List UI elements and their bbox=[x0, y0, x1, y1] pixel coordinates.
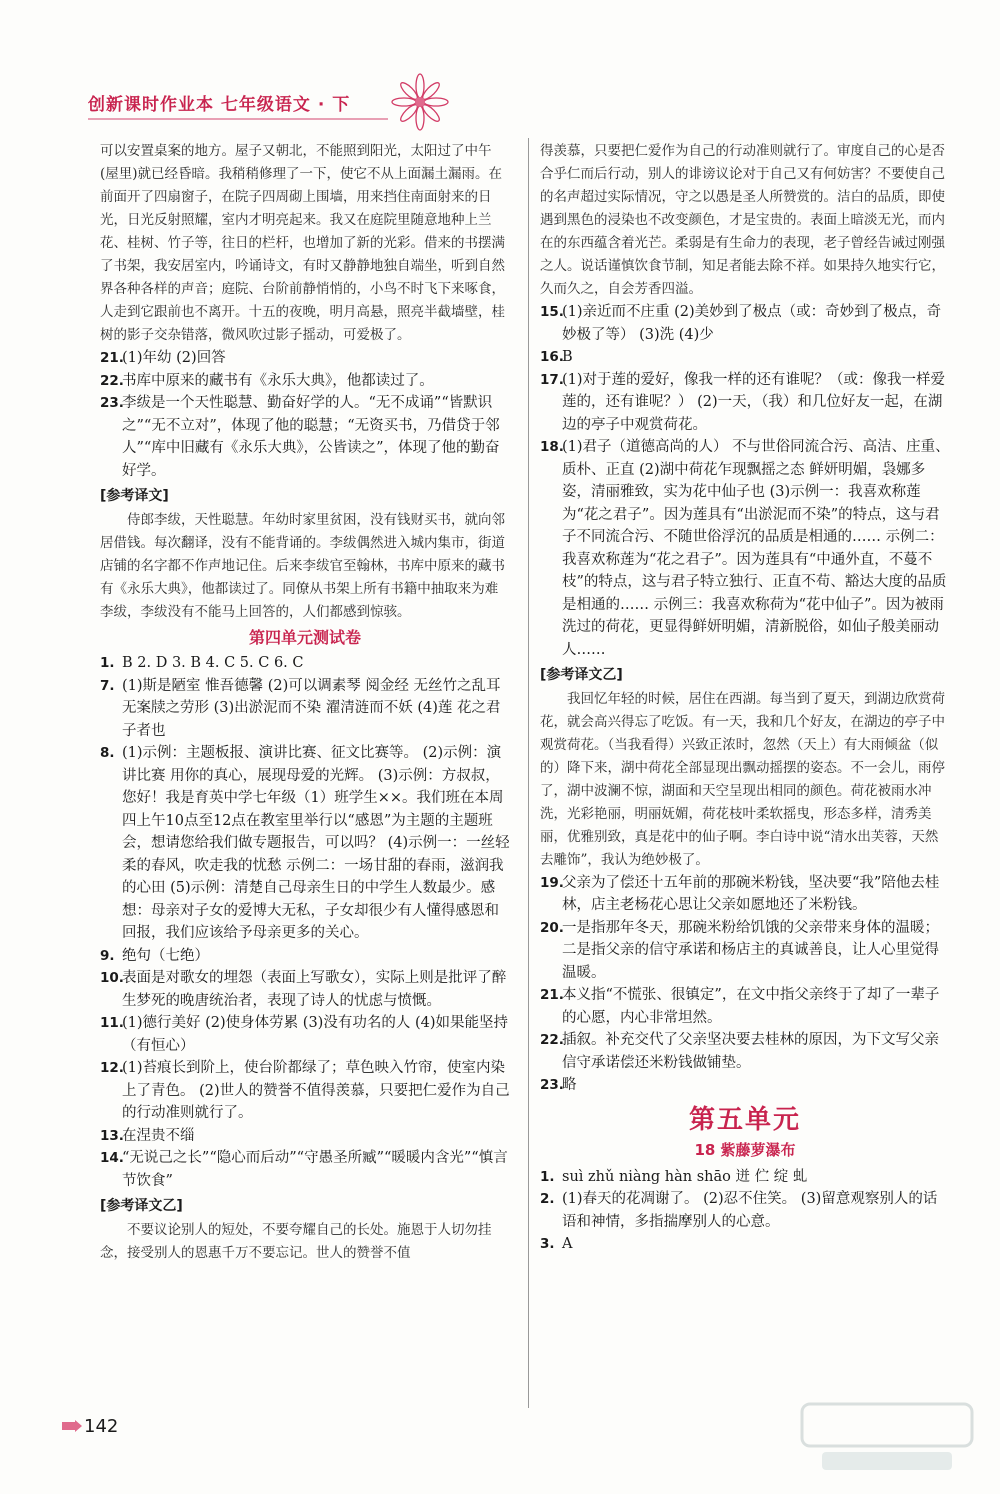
answer-item bbox=[540, 346, 950, 369]
unit-title: 第五单元 bbox=[688, 1104, 801, 1135]
answer-item bbox=[100, 652, 510, 675]
answer-item bbox=[540, 301, 950, 346]
column-divider bbox=[528, 138, 529, 1408]
answer-number: 21. bbox=[100, 350, 124, 366]
answer-item bbox=[100, 1125, 510, 1148]
answer-number: 21. bbox=[540, 987, 564, 1003]
answer-text: (1)君子（道德高尚的人） 不与世俗同流合污、高洁、庄重、质朴、正直 (2)湖中荷花乍现飘摇之态 鲜妍明媚，袅娜多姿，清丽雅致，实为花中仙子也 (3)示例一：我喜欢称莲为“花之君子”。因为莲具有“出淤泥而不染”的特点，这与君子不同流合污、不随世俗浮沉的品质是相通的…… 示例二：我喜欢称莲为“花之君子”。因为莲具有“中通外直，不蔓不枝”的特点，这与君子特立独行、正直不苟、豁达大度的品质是相通的…… 示例三：我喜欢称荷为“花中仙子”。因为被雨洗过的荷花，更显得鲜妍明媚，清新脱俗，如仙子般美丽动人…… bbox=[562, 439, 950, 658]
answer-text: 插叙。补充交代了父亲坚决要去桂林的原因，为下文写父亲信守承诺偿还米粉钱做铺垫。 bbox=[562, 1032, 939, 1071]
answer-item bbox=[540, 1074, 950, 1097]
translation-continued: 得羡慕，只要把仁爱作为自己的行动准则就行了。审度自己的心是否合乎仁而后行动，别人的诽谤议论对于自己又有何妨害？不要使自己的名声超过实际情况，守之以愚是圣人所赞赏的。洁白的品质，即使遇到黑色的浸染也不改变颜色，才是宝贵的。表面上暗淡无光，而内在的东西蕴含着光芒。柔弱是有生命力的表现，老子曾经告诫过刚强之人。说话谨慎饮食节制，知足者能去除不祥。如果持久地实行它，久而久之，自会芳香四溢。 bbox=[540, 143, 945, 297]
answer-item bbox=[100, 392, 510, 482]
answer-item bbox=[540, 1188, 950, 1233]
answer-text: (1)对于莲的爱好，像我一样的还有谁呢？（或：像我一样爱莲的，还有谁呢？） (2)一天，（我）和几位好友一起，在湖边的亭子中观赏荷花。 bbox=[562, 371, 946, 433]
answer-item bbox=[540, 1166, 950, 1189]
answer-number: 19. bbox=[540, 874, 564, 891]
answer-item bbox=[540, 984, 950, 1029]
answer-number: 3. bbox=[540, 1236, 555, 1252]
translation-continued: 可以安置桌案的地方。屋子又朝北，不能照到阳光，太阳过了中午(屋里)就已经昏暗。我稍稍修理了一下，使它不从上面漏土漏雨。在前面开了四扇窗子，在院子四周砌上围墙，用来挡住南面射来的日光，日光反射照耀，室内才明亮起来。我又在庭院里随意地种上兰花、桂树、竹子等，往日的栏杆，也增加了新的光彩。借来的书摆满了书架，我安居室内，吟诵诗文，有时又静静地独自端坐，听到自然界各种各样的声音；庭院、台阶前静悄悄的，小鸟不时飞下来啄食，人走到它跟前也不离开。十五的夜晚，明月高悬，照亮半截墙壁，桂树的影子交杂错落，微风吹过影子摇动，可爱极了。 bbox=[100, 143, 505, 343]
answer-text: B bbox=[562, 349, 573, 365]
header-title: 创新课时作业本 七年级语文 · 下 bbox=[88, 95, 351, 115]
answer-number: 23. bbox=[100, 395, 124, 411]
answer-text: (1)示例：主题板报、演讲比赛、征文比赛等。 (2)示例：演讲比赛 用你的真心，展现母爱的光辉。 (3)示例：方叔叔，您好！我是育英中学七年级（1）班学生××。我们班在本周四上午10点至12点在教室里举行以“感恩”为主题的主题班会，想请您给我们做专题报告，可以吗？ (4)示例一：一丝轻柔的春风，吹走我的忧愁 示例二：一场甘甜的春雨，滋润我的心田 (5)示例：清楚自己母亲生日的中学生人数最少。感想：母亲对子女的爱博大无私，子女却很少有人懂得感恩和回报，我们应该给予母亲更多的关心。 bbox=[122, 745, 510, 941]
reference-translation-label: [参考译文乙] bbox=[100, 1198, 183, 1214]
answer-text: 李绂是一个天性聪慧、勤奋好学的人。“无不成诵”“皆默识之”“无不立对”，体现了他的聪慧；“无资买书，乃借贷于邻人”“库中旧藏有《永乐大典》，公皆读之”，体现了他的勤奋好学。 bbox=[122, 395, 500, 479]
answer-text: 绝句（七绝） bbox=[122, 947, 209, 964]
right-column bbox=[540, 140, 950, 1256]
answer-text: suì zhǔ niàng hàn shāo 迸 伫 绽 虬 bbox=[562, 1168, 808, 1185]
answer-item bbox=[100, 675, 510, 743]
answer-item bbox=[540, 369, 950, 437]
answers-group-2 bbox=[100, 652, 510, 1192]
answer-item bbox=[100, 370, 510, 393]
answer-text: (1)年幼 (2)回答 bbox=[122, 350, 226, 366]
answers-group-4 bbox=[540, 872, 950, 1097]
answer-text: A bbox=[562, 1236, 573, 1252]
answer-text: (1)德行美好 (2)使身体劳累 (3)没有功名的人 (4)如果能坚持（有恒心） bbox=[122, 1015, 508, 1054]
answer-item bbox=[100, 742, 510, 945]
page-number: 142 bbox=[84, 1416, 119, 1437]
answer-item bbox=[540, 872, 950, 917]
answer-text: (1)春天的花凋谢了。 (2)忍不住笑。 (3)留意观察别人的话语和神情，多指揣摩别人的心意。 bbox=[562, 1191, 938, 1230]
answer-number: 9. bbox=[100, 947, 115, 964]
answer-number: 1. bbox=[100, 655, 115, 671]
answer-number: 17. bbox=[540, 371, 564, 388]
answer-text: 书库中原来的藏书有《永乐大典》，他都读过了。 bbox=[122, 372, 434, 389]
left-column bbox=[100, 140, 510, 1265]
answers-group-3 bbox=[540, 301, 950, 661]
answer-number: 22. bbox=[100, 372, 124, 389]
answer-item bbox=[100, 1147, 510, 1192]
answer-text: 父亲为了偿还十五年前的那碗米粉钱，坚决要“我”陪他去桂林，店主老杨花心思让父亲如愿地还了米粉钱。 bbox=[562, 874, 940, 913]
answer-item bbox=[100, 1057, 510, 1125]
answer-text: (1)苔痕长到阶上，使台阶都绿了；草色映入竹帘，使室内染上了青色。 (2)世人的赞誉不值得羡慕，只要把仁爱作为自己的行动准则就行了。 bbox=[122, 1060, 510, 1121]
lesson-title: 18 紫藤萝瀑布 bbox=[694, 1141, 796, 1159]
answer-number: 23. bbox=[540, 1077, 564, 1093]
answer-text: “无说己之长”“隐心而后动”“守愚圣所臧”“暖暖内含光”“慎言节饮食” bbox=[122, 1150, 508, 1189]
answer-item bbox=[540, 436, 950, 661]
page-arrow-icon bbox=[62, 1420, 82, 1432]
watermark-logo-icon bbox=[792, 1396, 982, 1476]
reference-translation-label: [参考译文] bbox=[100, 488, 169, 504]
answer-item bbox=[540, 1029, 950, 1074]
answer-item bbox=[540, 1233, 950, 1256]
answer-text: B 2. D 3. B 4. C 5. C 6. C bbox=[122, 655, 304, 671]
answer-number: 2. bbox=[540, 1191, 555, 1207]
answer-item bbox=[100, 1012, 510, 1057]
answer-number: 1. bbox=[540, 1168, 555, 1185]
section-title: 第四单元测试卷 bbox=[248, 627, 361, 647]
answer-number: 11. bbox=[100, 1015, 124, 1031]
answer-number: 10. bbox=[100, 970, 124, 986]
answer-number: 16. bbox=[540, 349, 564, 365]
answer-number: 13. bbox=[100, 1127, 124, 1144]
answer-number: 14. bbox=[100, 1150, 124, 1166]
answers-group-5 bbox=[540, 1166, 950, 1256]
answer-number: 7. bbox=[100, 677, 115, 694]
answer-number: 15. bbox=[540, 304, 564, 320]
answer-text: (1)斯是陋室 惟吾德馨 (2)可以调素琴 阅金经 无丝竹之乱耳 无案牍之劳形 (3)出淤泥而不染 濯清涟而不妖 (4)莲 花之君子者也 bbox=[122, 677, 501, 739]
answers-group-1 bbox=[100, 347, 510, 482]
answer-number: 8. bbox=[100, 745, 115, 761]
answer-item bbox=[540, 917, 950, 985]
reference-translation-label: [参考译文乙] bbox=[540, 667, 623, 683]
answer-text: (1)亲近而不庄重 (2)美妙到了极点（或：奇妙到了极点，奇妙极了等） (3)洗 (4)少 bbox=[562, 304, 942, 343]
answer-number: 12. bbox=[100, 1060, 124, 1076]
answer-item bbox=[100, 967, 510, 1012]
answer-text: 表面是对歌女的埋怨（表面上写歌女），实际上则是批评了醉生梦死的晚唐统治者，表现了诗人的忧虑与愤慨。 bbox=[122, 970, 507, 1009]
reference-translation: 侍郎李绂，天性聪慧。年幼时家里贫困，没有钱财买书，就向邻居借钱。每次翻译，没有不能背诵的。李绂偶然进入城内集市，街道店铺的名字都不作声地记住。后来李绂官至翰林，书库中原来的藏书有《永乐大典》，他都读过了。同僚从书架上所有书籍中抽取来为难李绂，李绂没有不能马上回答的，人们都感到惊骇。 bbox=[100, 511, 505, 620]
answer-text: 在涅贵不缁 bbox=[122, 1127, 195, 1144]
flower-ornament-icon bbox=[390, 72, 450, 132]
header-underline bbox=[88, 118, 388, 120]
answer-text: 略 bbox=[562, 1077, 577, 1093]
answer-text: 本义指“不慌张、很镇定”，在文中指父亲终于了却了一辈子的心愿，内心非常坦然。 bbox=[562, 987, 940, 1026]
answer-item bbox=[100, 945, 510, 968]
answer-item bbox=[100, 347, 510, 370]
answer-number: 18. bbox=[540, 439, 564, 455]
reference-translation: 我回忆年轻的时候，居住在西湖。每当到了夏天，到湖边欣赏荷花，就会高兴得忘了吃饭。有一天，我和几个好友，在湖边的亭子中观赏荷花。（当我看得）兴致正浓时，忽然（天上）有大雨倾盆（似的）降下来，湖中荷花全部显现出飘动摇摆的姿态。不一会儿，雨停了，湖中波澜不惊，湖面和天空呈现出相同的颜色。荷花被雨水冲洗，光彩艳丽，明丽妩媚，荷花枝叶柔软摇曳，形态多样，清秀美丽，优雅别致，真是花中的仙子啊。李白诗中说“清水出芙蓉，天然去雕饰”，我认为绝妙极了。 bbox=[540, 690, 945, 868]
answer-text: 一是指那年冬天，那碗米粉给饥饿的父亲带来身体的温暖；二是指父亲的信守承诺和杨店主的真诚善良，让人心里觉得温暖。 bbox=[562, 919, 939, 981]
answer-number: 20. bbox=[540, 919, 564, 936]
reference-translation: 不要议论别人的短处，不要夸耀自己的长处。施恩于人切勿挂念，接受别人的恩惠千万不要忘记。世人的赞誉不值 bbox=[100, 1221, 492, 1261]
answer-number: 22. bbox=[540, 1032, 564, 1048]
